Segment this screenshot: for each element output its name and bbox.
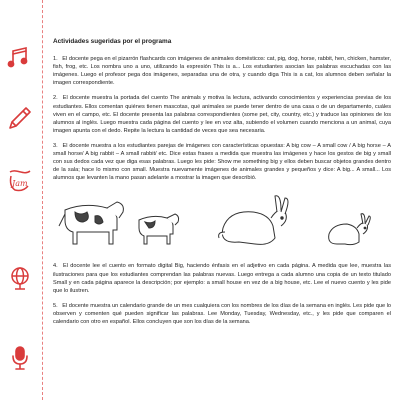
activity-text: El docente pega en el pizarrón flashcards con imágenes de animales domésticos: cat, pig, dog, horse, rabbit, hen, chicken, hamster, fish, frog, etc. Los nombra uno a uno, utilizando la expresión This is a... Los estudiantes asocian las palabras escuchadas con las imágenes. Luego el profesor pega dos imágenes, separadas una de otra, y cuando diga This is a cat, los alumnos deben señalar la imagen correspondiente. (53, 56, 391, 87)
activity-paragraph-4 (53, 262, 391, 294)
activity-text: El docente muestra la portada del cuento The animals y motiva la lectura, activando conocimientos y experiencias previas de los estudiantes. Ellos comentan quiénes tienen mascotas, qué animales se puede tener dentro de una casa o de un departamento, cuáles viven en el campo, etc. El docente presenta las palabras correspondientes (some pet, city, country, etc.) y traduce las opiniones de los alumnos al inglés. Luego muestra cada página del cuento y lee en voz alta, subiendo el volumen cuando menciona a un animal, cuya imagen apunta con el dedo. Repite la lectura la cantidad de veces que sea necesaria. (53, 95, 391, 134)
big-cow-icon (55, 192, 127, 250)
activity-paragraph-1 (53, 55, 391, 87)
activity-paragraph-5 (53, 302, 391, 326)
activity-text: El docente lee el cuento en formato digital Big, haciendo énfasis en el adjetivo en cada página. A medida que lee, muestra las ilustraciones para que los estudiantes comprendan las palabras nuevas. Luego entrega a cada alumno una copia de un texto titulado Small y en cada página aparece la descripción; por ejemplo: a small house en vez de a big house, etc. Lee el nuevo cuento y les pide que lo ilustren. (53, 263, 392, 294)
small-rabbit-icon (319, 192, 383, 250)
activity-number: 2. (53, 95, 58, 102)
section-heading: Actividades sugeridas por el programa (53, 38, 172, 45)
decorative-margin (0, 0, 43, 400)
animal-illustrations (53, 192, 391, 250)
activity-text: El docente muestra un calendario grande de un mes cualquiera con los nombres de los días de la semana en inglés. Les pide que lo observen y comenten qué pueden significar las palabras. Lee Monday, Tuesday, Wednesday, etc., y les pide que comparen el calendario con otro en español. Ellos concluyen que son los días de la semana. (53, 302, 391, 325)
svg-text:Jam: Jam (12, 179, 28, 188)
activity-number: 1. (53, 56, 58, 63)
microphone-icon (6, 344, 34, 372)
pencil-icon (6, 104, 34, 132)
jam-jar-icon (6, 166, 34, 194)
musical-notes-icon (6, 44, 34, 72)
activity-text: El docente muestra a los estudiantes parejas de imágenes con características opuestas: A big cow – A small cow / A big horse – A small horse/ A big rabbit – A small rabbit/ etc. Dice estas frases a medida que muestra las imágenes y hace los gestos de big y small con sus dedos cada vez que diga esas palabras. Luego les pide: Show me something big y ellos deben buscar objetos grandes dentro de la sala; hace lo mismo con small. Muestra nuevamente imágenes de animales grandes y pequeños y dice: A big... A small... Los alumnos que levanten la mano pasan adelante a mostrar la imagen que describió. (53, 142, 391, 182)
globe-icon (6, 264, 34, 292)
activity-paragraph-3 (53, 142, 391, 182)
big-rabbit-icon (189, 192, 313, 250)
small-cow-icon (133, 192, 181, 250)
activity-paragraph-2 (53, 94, 391, 134)
activity-number: 5. (53, 302, 58, 309)
activity-number: 4. (53, 263, 58, 270)
activity-number: 3. (53, 142, 58, 149)
activities-document (53, 38, 391, 333)
